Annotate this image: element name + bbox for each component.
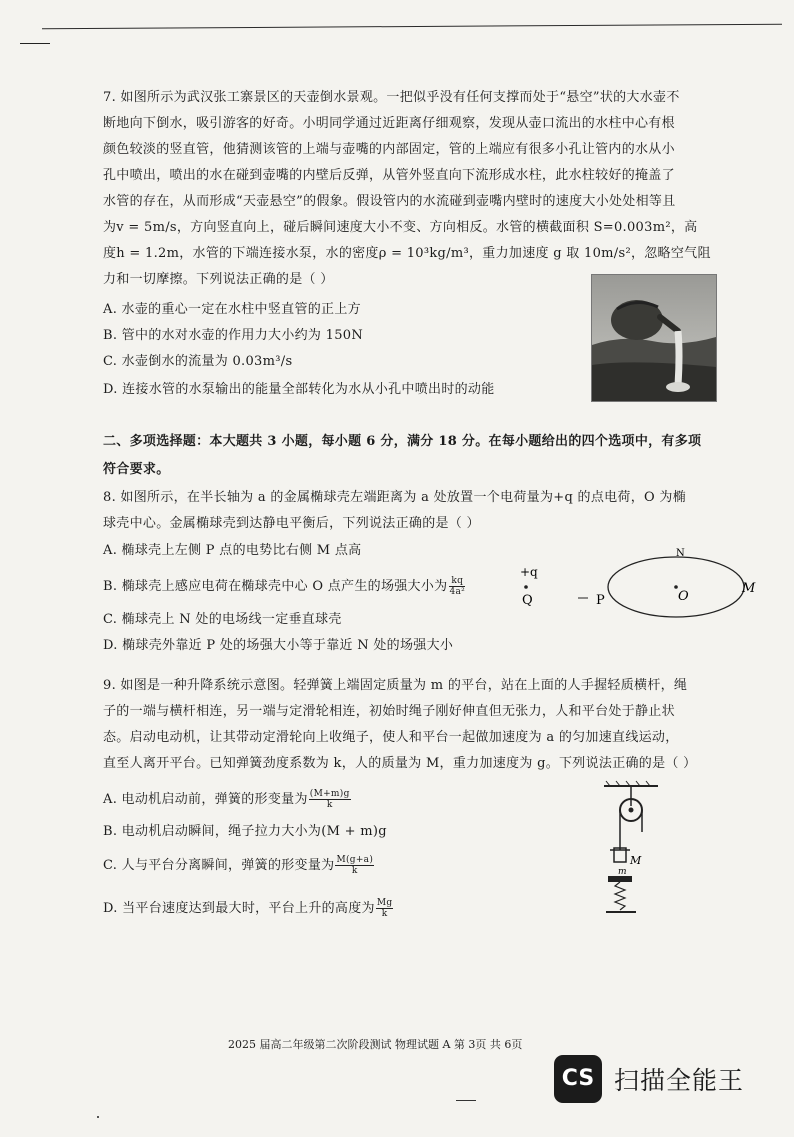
- q9a-fraction: [309, 789, 351, 810]
- q9-line: 直至人离开平台。已知弹簧劲度系数为 k，人的质量为 M，重力加速度为 g。下列说法正确的是（ ）: [103, 756, 697, 771]
- q9-option-d: [103, 898, 393, 919]
- fraction-denominator: k: [381, 909, 388, 919]
- o-label: O: [678, 589, 689, 604]
- camscanner-logo: CS: [554, 1055, 602, 1103]
- lift-figure: [596, 780, 666, 920]
- q7-option-b: B. 管中的水对水壶的作用力大小约为 150N: [103, 328, 364, 343]
- m-label: M: [742, 581, 756, 596]
- q7-line: 为v = 5m/s，方向竖直向上，碰后瞬间速度大小不变、方向相反。水管的横截面积 S=0.003m²，高: [103, 220, 698, 235]
- q8-option-a: A. 椭球壳上左侧 P 点的电势比右侧 M 点高: [103, 543, 362, 558]
- q7-line: 度h = 1.2m，水管的下端连接水泵，水的密度ρ = 10³kg/m³，重力加速度 g 取 10m/s²，忽略空气阻: [103, 246, 711, 261]
- q7-line: 力和一切摩擦。下列说法正确的是（ ）: [103, 272, 334, 287]
- p-label: P: [596, 593, 605, 608]
- section-2-heading-cont: 符合要求。: [103, 462, 170, 477]
- ellipse-figure: [510, 540, 780, 620]
- q8-line: 8. 如图所示，在半长轴为 a 的金属椭球壳左端距离为 a 处放置一个电荷量为+q 的点电荷，O 为椭: [103, 490, 687, 505]
- q7-option-a: A. 水壶的重心一定在水柱中竖直管的正上方: [103, 302, 361, 317]
- q7-line: 断地向下倒水，吸引游客的好奇。小明同学通过近距离仔细观察，发现从壶口流出的水柱中心有根: [103, 116, 675, 131]
- option-text: A. 电动机启动前，弹簧的形变量为: [103, 792, 308, 807]
- option-text: D. 当平台速度达到最大时，平台上升的高度为: [103, 901, 375, 916]
- q7-line: 7. 如图所示为武汉张工寨景区的天壶倒水景观。一把似乎没有任何支撑而处于“悬空”状的大水壶不: [103, 90, 680, 105]
- option-text: C. 人与平台分离瞬间，弹簧的形变量为: [103, 858, 335, 873]
- top-rule: [42, 24, 782, 30]
- q8-option-d: D. 椭球壳外靠近 P 处的场强大小等于靠近 N 处的场强大小: [103, 638, 454, 653]
- q8-option-c: C. 椭球壳上 N 处的电场线一定垂直球壳: [103, 612, 342, 627]
- camscanner-watermark: 扫描全能王: [614, 1066, 745, 1095]
- q7-line: 孔中喷出，喷出的水在碰到壶嘴的内壁后反弹，从管外竖直向下流形成水柱，此水柱较好的掩盖了: [103, 168, 675, 183]
- person-mass-label: M: [630, 854, 642, 867]
- fraction-denominator: 4a²: [449, 587, 466, 597]
- q9-option-b: B. 电动机启动瞬间，绳子拉力大小为(M + m)g: [103, 824, 387, 839]
- platform-mass-label: m: [618, 867, 627, 877]
- fraction-numerator: Mg: [376, 898, 393, 908]
- q7-line: 颜色较淡的竖直管，他猜测该管的上端与壶嘴的内部固定，管的上端应有很多小孔让管内的水从小: [103, 142, 675, 157]
- q9d-fraction: [376, 898, 394, 919]
- q9-option-a: [103, 789, 351, 810]
- q7-line: 水管的存在，从而形成“天壶悬空”的假象。假设管内的水流碰到壶嘴内壁时的速度大小处处相等且: [103, 194, 676, 209]
- teapot-photo: [591, 274, 717, 402]
- q9c-fraction: [335, 855, 374, 876]
- q9-line: 态。启动电动机，让其带动定滑轮向上收绳子，使人和平台一起做加速度为 a 的匀加速直线运动，: [103, 730, 679, 745]
- q9-option-c: [103, 855, 374, 876]
- q8-line: 球壳中心。金属椭球壳到达静电平衡后，下列说法正确的是（ ）: [103, 516, 480, 531]
- q9-line: 子的一端与横杆相连，另一端与定滑轮相连，初始时绳子刚好伸直但无张力，人和平台处于静止状: [103, 704, 675, 719]
- q8-option-b: [103, 576, 465, 597]
- scan-mark: [456, 1100, 476, 1101]
- n-label: N: [676, 548, 685, 559]
- spring: [615, 882, 625, 910]
- fraction-denominator: k: [351, 866, 358, 876]
- charge-dot: [524, 585, 528, 589]
- fraction-numerator: (M+m)g: [309, 789, 350, 799]
- q9-line: 9. 如图是一种升降系统示意图。轻弹簧上端固定质量为 m 的平台，站在上面的人手握轻质横杆，绳: [103, 678, 688, 693]
- fraction-numerator: M(g+a): [336, 855, 374, 865]
- q7-option-d: D. 连接水管的水泵输出的能量全部转化为水从小孔中喷出时的动能: [103, 382, 495, 397]
- q7-option-c: C. 水壶倒水的流量为 0.03m³/s: [103, 354, 293, 369]
- q8-option-b-text: B. 椭球壳上感应电荷在椭球壳中心 O 点产生的场强大小为: [103, 579, 448, 594]
- fraction-denominator: k: [326, 800, 333, 810]
- charge-label: +q: [520, 565, 538, 579]
- section-2-heading: 二、多项选择题：本大题共 3 小题，每小题 6 分，满分 18 分。在每小题给出的四个选项中，有多项: [103, 434, 702, 449]
- margin-mark: [20, 43, 50, 44]
- q8-fraction: [449, 576, 465, 597]
- q-point-label: Q: [522, 593, 533, 608]
- page-footer: 2025 届高二年级第二次阶段测试 物理试题 A 第 3页 共 6页: [228, 1038, 523, 1051]
- fraction-numerator: kq: [451, 576, 464, 586]
- scan-dot: [97, 1116, 99, 1118]
